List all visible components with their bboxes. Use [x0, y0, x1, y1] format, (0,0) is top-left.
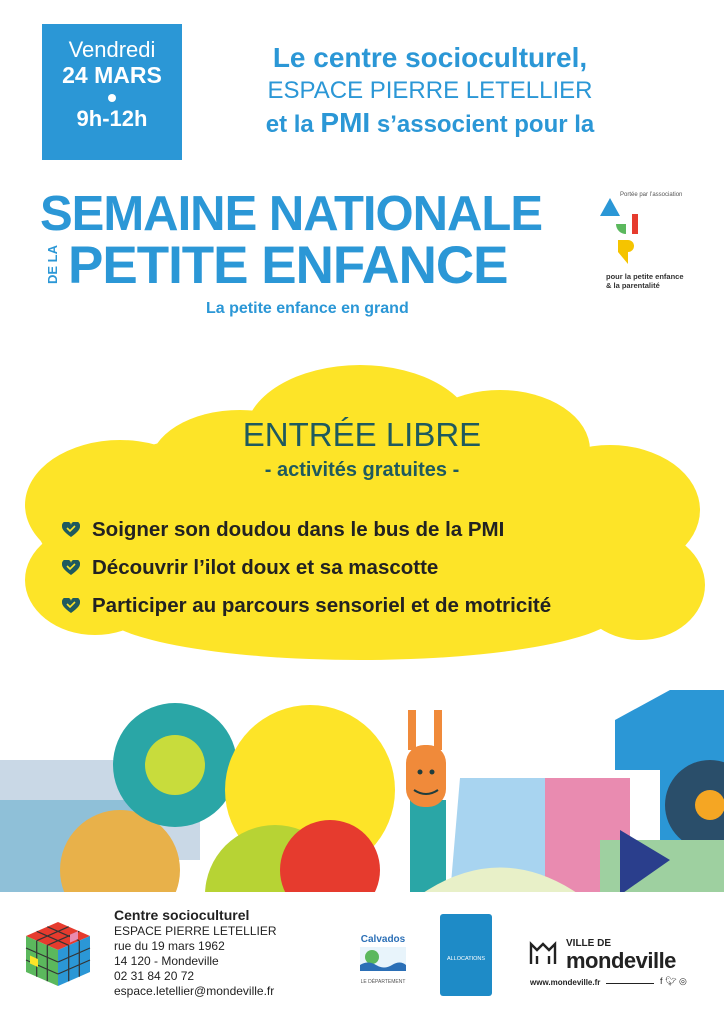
activity-text: Découvrir l’ilot doux et sa mascotte — [92, 556, 439, 579]
mondeville-url[interactable]: www.mondeville.fr — [530, 978, 601, 987]
event-title-vertical-text: DE LA — [44, 244, 60, 284]
event-date: 24 MARS — [62, 62, 162, 88]
caf-line-2: FAMILIALES — [450, 1005, 482, 1011]
event-title-vertical — [40, 238, 64, 290]
contact-name: Centre socioculturel — [114, 907, 250, 923]
decorative-shapes — [0, 690, 724, 895]
mondeville-name: mondeville — [566, 948, 676, 973]
mondeville-mark-icon — [528, 938, 558, 968]
event-tagline: La petite enfance en grand — [206, 300, 409, 317]
calvados-logo — [352, 934, 414, 990]
intro-line-1: Le centre socioculturel, — [272, 42, 588, 73]
intro-line-2: ESPACE PIERRE LETELLIER — [267, 77, 593, 104]
activites-gratuites: - activités gratuites - — [264, 459, 460, 481]
caf-logo — [440, 914, 492, 1033]
contact-phone[interactable]: 02 31 84 20 72 — [114, 969, 195, 983]
activity-text: Soigner son doudou dans le bus de la PMI — [92, 518, 505, 541]
event-day: Vendredi — [68, 37, 156, 62]
cloud-content — [40, 415, 684, 482]
date-box — [42, 24, 182, 160]
heart-icon — [62, 598, 80, 614]
contact-street: rue du 19 mars 1962 — [114, 939, 225, 953]
intro-line-3 — [220, 106, 640, 142]
agir-logo — [598, 190, 698, 300]
heart-icon — [62, 560, 80, 576]
event-time: 9h-12h — [76, 106, 148, 131]
contact-block — [114, 906, 324, 999]
mondeville-ville: VILLE DE — [566, 938, 612, 949]
calvados-sub: LE DÉPARTEMENT — [360, 979, 406, 985]
contact-city: 14 120 - Mondeville — [114, 954, 219, 968]
mondeville-logo — [528, 928, 708, 998]
activity-text: Participer au parcours sensoriel et de motricité — [92, 594, 552, 617]
agir-mark-icon — [598, 190, 698, 270]
caf-brand: Caf — [457, 1015, 475, 1027]
activity-item — [62, 556, 438, 580]
rubiks-cube-logo — [22, 918, 94, 990]
intro-line-3-post: s’associent pour la — [370, 111, 595, 138]
activity-item — [62, 594, 551, 618]
intro-text — [220, 40, 640, 142]
event-title-line-1: SEMAINE NATIONALE — [40, 187, 543, 241]
calvados-name: Calvados — [360, 934, 406, 945]
instagram-icon[interactable]: ◎ — [678, 976, 687, 986]
agir-caption-2: & la parentalité — [606, 281, 660, 290]
contact-email[interactable]: espace.letellier@mondeville.fr — [114, 984, 275, 998]
calvados-mark-icon — [352, 945, 414, 973]
intro-line-3-pre: et la — [265, 111, 321, 138]
heart-icon — [62, 522, 80, 538]
caf-line-1: ALLOCATIONS — [446, 956, 486, 962]
caf-region: du Calvados — [450, 1027, 482, 1033]
agir-caption-1: pour la petite enfance — [606, 272, 684, 281]
divider — [606, 983, 654, 984]
activity-item — [62, 518, 504, 542]
agir-caption — [606, 272, 684, 290]
agir-small-text: Portée par l’association — [620, 192, 683, 198]
facebook-icon[interactable]: f — [660, 976, 663, 986]
yellow-cloud — [0, 340, 724, 670]
intro-pmi: PMI — [320, 107, 371, 138]
social-icons — [660, 976, 687, 987]
bullet-dot — [108, 94, 116, 102]
twitter-icon[interactable]: 🐦︎ — [665, 976, 677, 986]
entree-libre: ENTRÉE LIBRE — [242, 416, 482, 453]
contact-place: ESPACE PIERRE LETELLIER — [114, 924, 277, 938]
event-title-line-2: PETITE ENFANCE — [68, 236, 508, 295]
